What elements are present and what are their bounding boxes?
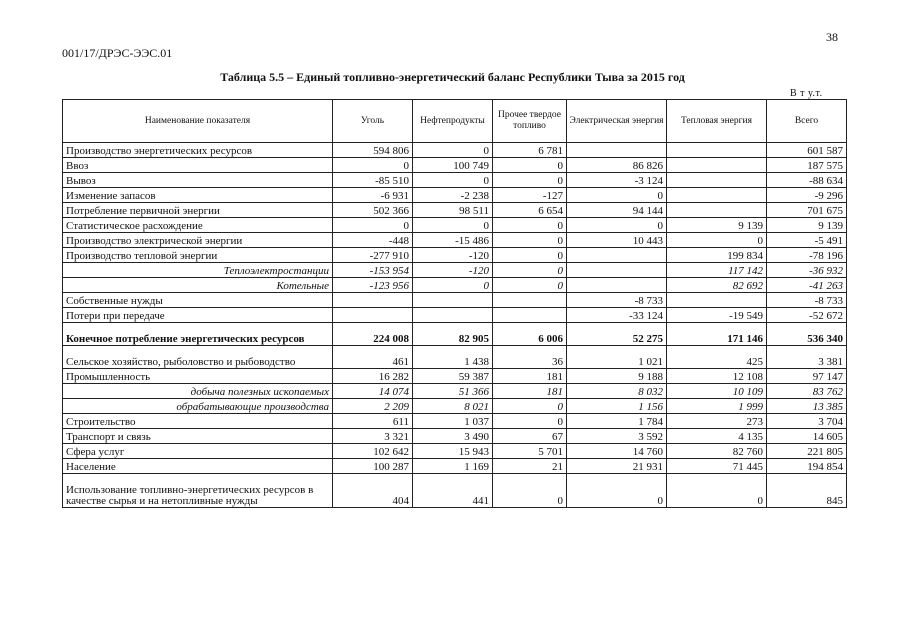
cell-electricity: 0	[567, 474, 667, 508]
cell-solid-fuel: 67	[493, 429, 567, 444]
cell-total: -5 491	[767, 233, 847, 248]
cell-oil: 15 943	[413, 444, 493, 459]
cell-total: 194 854	[767, 459, 847, 474]
cell-electricity: 0	[567, 218, 667, 233]
cell-total: 9 139	[767, 218, 847, 233]
row-name: Статистическое расхождение	[63, 218, 333, 233]
cell-electricity: 86 826	[567, 158, 667, 173]
energy-balance-table	[62, 99, 847, 508]
cell-solid-fuel	[493, 308, 567, 323]
cell-coal: 3 321	[333, 429, 413, 444]
table-title: Таблица 5.5 – Единый топливно-энергетический баланс Республики Тыва за 2015 год	[220, 70, 685, 84]
row-name: Вывоз	[63, 173, 333, 188]
table-row	[63, 263, 847, 278]
row-name: Строительство	[63, 414, 333, 429]
cell-total: -8 733	[767, 293, 847, 308]
cell-oil: 100 749	[413, 158, 493, 173]
cell-heat: 425	[667, 346, 767, 369]
cell-solid-fuel: 6 654	[493, 203, 567, 218]
table-row	[63, 444, 847, 459]
table-row	[63, 218, 847, 233]
cell-electricity: -3 124	[567, 173, 667, 188]
cell-electricity: 21 931	[567, 459, 667, 474]
cell-solid-fuel: 21	[493, 459, 567, 474]
header-row	[63, 100, 847, 143]
table-row	[63, 346, 847, 369]
cell-oil: 51 366	[413, 384, 493, 399]
cell-oil: -120	[413, 263, 493, 278]
table-row	[63, 293, 847, 308]
cell-oil	[413, 308, 493, 323]
cell-electricity: 0	[567, 188, 667, 203]
row-name: Собственные нужды	[63, 293, 333, 308]
cell-oil: 441	[413, 474, 493, 508]
cell-oil: 98 511	[413, 203, 493, 218]
cell-electricity: 1 156	[567, 399, 667, 414]
cell-solid-fuel: 0	[493, 474, 567, 508]
cell-heat	[667, 143, 767, 158]
cell-coal: 611	[333, 414, 413, 429]
cell-total: -88 634	[767, 173, 847, 188]
cell-coal: 224 008	[333, 323, 413, 346]
cell-total: 97 147	[767, 369, 847, 384]
cell-electricity	[567, 248, 667, 263]
cell-heat: 82 760	[667, 444, 767, 459]
table-row	[63, 278, 847, 293]
column-header-oil: Нефтепродукты	[413, 100, 493, 143]
cell-heat: 117 142	[667, 263, 767, 278]
row-name: Использование топливно-энергетических ресурсов в качестве сырья и на нетопливные нужды	[63, 474, 333, 508]
cell-coal: -277 910	[333, 248, 413, 263]
table-row	[63, 459, 847, 474]
row-name: Производство энергетических ресурсов	[63, 143, 333, 158]
cell-solid-fuel: 0	[493, 399, 567, 414]
cell-total: 187 575	[767, 158, 847, 173]
cell-coal: 404	[333, 474, 413, 508]
cell-electricity	[567, 263, 667, 278]
row-name: Производство тепловой энергии	[63, 248, 333, 263]
cell-electricity: 1 784	[567, 414, 667, 429]
cell-heat	[667, 158, 767, 173]
cell-solid-fuel: 0	[493, 218, 567, 233]
cell-total: -9 296	[767, 188, 847, 203]
cell-solid-fuel: 0	[493, 158, 567, 173]
row-name: обрабатывающие производства	[63, 399, 333, 414]
cell-heat: 71 445	[667, 459, 767, 474]
cell-electricity: 1 021	[567, 346, 667, 369]
cell-total: 3 381	[767, 346, 847, 369]
cell-solid-fuel: 0	[493, 263, 567, 278]
cell-heat: 9 139	[667, 218, 767, 233]
cell-total: 3 704	[767, 414, 847, 429]
cell-solid-fuel: -127	[493, 188, 567, 203]
cell-coal: -123 956	[333, 278, 413, 293]
cell-heat: 4 135	[667, 429, 767, 444]
cell-heat: 199 834	[667, 248, 767, 263]
column-header-coal: Уголь	[333, 100, 413, 143]
cell-oil: -15 486	[413, 233, 493, 248]
cell-total: 13 385	[767, 399, 847, 414]
cell-coal: 0	[333, 218, 413, 233]
cell-electricity: -8 733	[567, 293, 667, 308]
cell-solid-fuel	[493, 293, 567, 308]
cell-heat: 12 108	[667, 369, 767, 384]
cell-coal: -448	[333, 233, 413, 248]
cell-heat: 10 109	[667, 384, 767, 399]
cell-oil: 1 169	[413, 459, 493, 474]
cell-solid-fuel: 0	[493, 414, 567, 429]
cell-heat	[667, 188, 767, 203]
row-name: Население	[63, 459, 333, 474]
cell-coal: 0	[333, 158, 413, 173]
cell-solid-fuel: 0	[493, 233, 567, 248]
cell-electricity: 8 032	[567, 384, 667, 399]
cell-total: 701 675	[767, 203, 847, 218]
cell-total: 221 805	[767, 444, 847, 459]
cell-oil: 0	[413, 218, 493, 233]
cell-coal: -85 510	[333, 173, 413, 188]
cell-solid-fuel: 6 006	[493, 323, 567, 346]
table-row	[63, 399, 847, 414]
cell-solid-fuel: 6 781	[493, 143, 567, 158]
cell-heat: 273	[667, 414, 767, 429]
cell-electricity: 94 144	[567, 203, 667, 218]
column-header-total: Всего	[767, 100, 847, 143]
cell-oil: -2 238	[413, 188, 493, 203]
cell-solid-fuel: 181	[493, 384, 567, 399]
cell-electricity: 14 760	[567, 444, 667, 459]
cell-solid-fuel: 36	[493, 346, 567, 369]
row-name: Потери при передаче	[63, 308, 333, 323]
cell-coal: 100 287	[333, 459, 413, 474]
cell-total: 601 587	[767, 143, 847, 158]
cell-coal	[333, 308, 413, 323]
row-name: Котельные	[63, 278, 333, 293]
table-row	[63, 158, 847, 173]
cell-solid-fuel: 0	[493, 248, 567, 263]
cell-total: 536 340	[767, 323, 847, 346]
column-header-electricity: Электрическая энергия	[567, 100, 667, 143]
row-name: Транспорт и связь	[63, 429, 333, 444]
row-name: Конечное потребление энергетических ресурсов	[63, 323, 333, 346]
cell-electricity	[567, 278, 667, 293]
table-row	[63, 323, 847, 346]
cell-electricity: 3 592	[567, 429, 667, 444]
cell-oil: 0	[413, 278, 493, 293]
cell-electricity	[567, 143, 667, 158]
row-name: Сфера услуг	[63, 444, 333, 459]
row-name: добыча полезных ископаемых	[63, 384, 333, 399]
cell-heat: 171 146	[667, 323, 767, 346]
cell-heat: 0	[667, 474, 767, 508]
cell-oil: 3 490	[413, 429, 493, 444]
document-code: 001/17/ДРЭС-ЭЭС.01	[62, 46, 173, 60]
table-row	[63, 414, 847, 429]
row-name: Промышленность	[63, 369, 333, 384]
cell-coal: 102 642	[333, 444, 413, 459]
cell-coal	[333, 293, 413, 308]
cell-oil: 59 387	[413, 369, 493, 384]
cell-oil	[413, 293, 493, 308]
cell-electricity: 10 443	[567, 233, 667, 248]
cell-oil: 8 021	[413, 399, 493, 414]
row-name: Производство электрической энергии	[63, 233, 333, 248]
cell-heat: -19 549	[667, 308, 767, 323]
cell-total: -78 196	[767, 248, 847, 263]
table-row	[63, 248, 847, 263]
row-name: Потребление первичной энергии	[63, 203, 333, 218]
cell-oil: 1 438	[413, 346, 493, 369]
cell-oil: 0	[413, 143, 493, 158]
cell-electricity: 9 188	[567, 369, 667, 384]
cell-electricity: 52 275	[567, 323, 667, 346]
cell-oil: 1 037	[413, 414, 493, 429]
cell-heat	[667, 173, 767, 188]
cell-coal: -153 954	[333, 263, 413, 278]
cell-solid-fuel: 5 701	[493, 444, 567, 459]
cell-heat	[667, 293, 767, 308]
cell-oil: 0	[413, 173, 493, 188]
cell-solid-fuel: 181	[493, 369, 567, 384]
column-header-name: Наименование показателя	[63, 100, 333, 143]
cell-coal: -6 931	[333, 188, 413, 203]
cell-total: -52 672	[767, 308, 847, 323]
column-header-solid-fuel: Прочее твердое топливо	[493, 100, 567, 143]
table-row	[63, 143, 847, 158]
cell-total: 83 762	[767, 384, 847, 399]
cell-oil: -120	[413, 248, 493, 263]
cell-total: -41 263	[767, 278, 847, 293]
row-name: Теплоэлектростанции	[63, 263, 333, 278]
cell-heat	[667, 203, 767, 218]
units-label: В т у.т.	[790, 88, 823, 99]
cell-heat: 0	[667, 233, 767, 248]
table-row	[63, 233, 847, 248]
cell-electricity: -33 124	[567, 308, 667, 323]
cell-total: 14 605	[767, 429, 847, 444]
row-name: Ввоз	[63, 158, 333, 173]
table-row	[63, 308, 847, 323]
table-row	[63, 173, 847, 188]
table-row	[63, 203, 847, 218]
table-row	[63, 188, 847, 203]
cell-coal: 461	[333, 346, 413, 369]
cell-coal: 14 074	[333, 384, 413, 399]
cell-coal: 594 806	[333, 143, 413, 158]
cell-solid-fuel: 0	[493, 173, 567, 188]
cell-heat: 1 999	[667, 399, 767, 414]
table-row	[63, 429, 847, 444]
cell-total: 845	[767, 474, 847, 508]
cell-heat: 82 692	[667, 278, 767, 293]
cell-coal: 16 282	[333, 369, 413, 384]
page-number: 38	[826, 30, 838, 44]
cell-oil: 82 905	[413, 323, 493, 346]
table-row	[63, 474, 847, 508]
cell-total: -36 932	[767, 263, 847, 278]
cell-solid-fuel: 0	[493, 278, 567, 293]
table-row	[63, 384, 847, 399]
row-name: Сельское хозяйство, рыболовство и рыбоводство	[63, 346, 333, 369]
cell-coal: 502 366	[333, 203, 413, 218]
column-header-heat: Тепловая энергия	[667, 100, 767, 143]
cell-coal: 2 209	[333, 399, 413, 414]
table-row	[63, 369, 847, 384]
row-name: Изменение запасов	[63, 188, 333, 203]
